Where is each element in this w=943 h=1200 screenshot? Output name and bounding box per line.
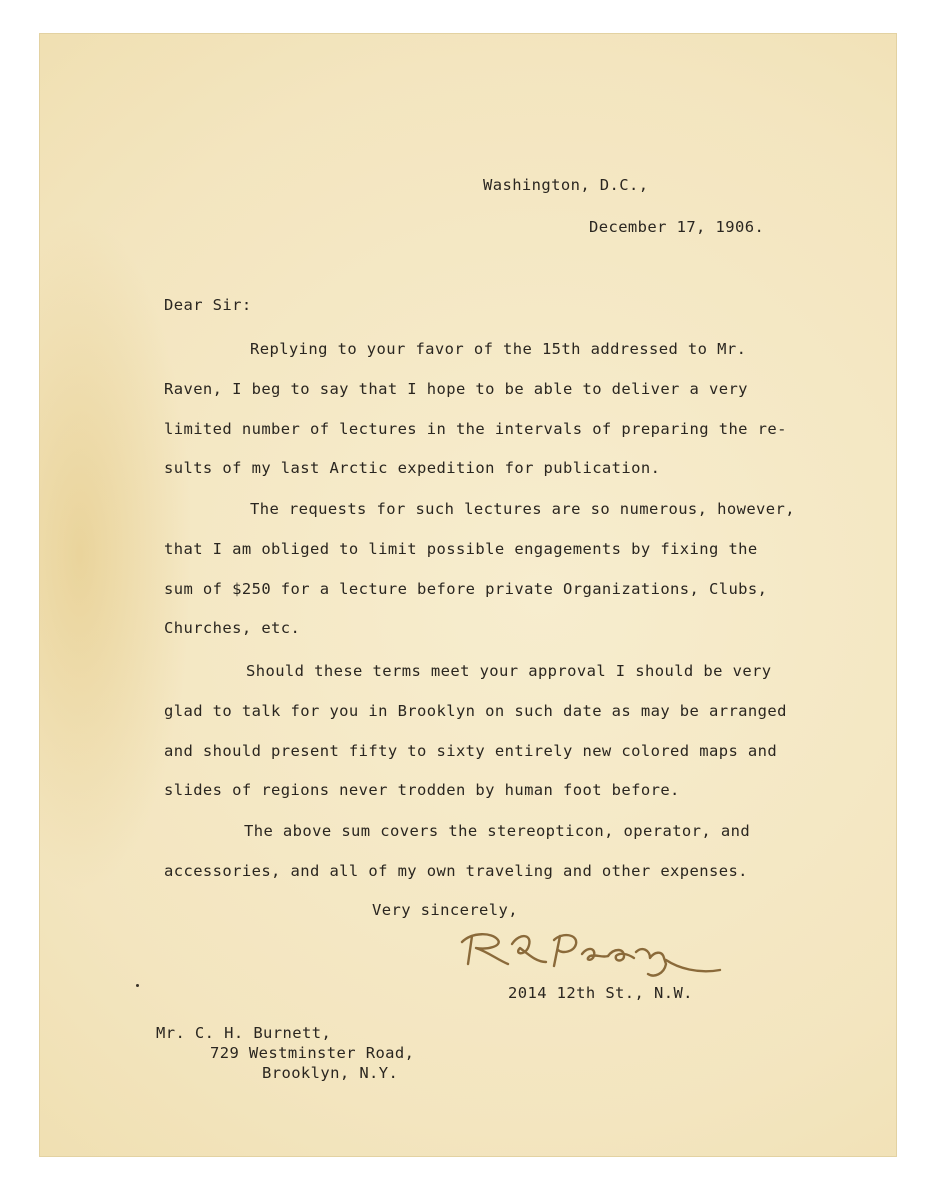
letter-page [40,34,896,1156]
paragraph-1-line-4: sults of my last Arctic expedition for publication. [164,459,661,477]
letter-closing: Very sincerely, [372,901,518,919]
letter-salutation: Dear Sir: [164,296,252,314]
paragraph-2-line-1: The requests for such lectures are so numerous, however, [250,500,795,518]
letter-date: December 17, 1906. [589,218,765,236]
recipient-name: Mr. C. H. Burnett, [156,1024,332,1042]
paragraph-3-line-4: slides of regions never trodden by human foot before. [164,781,680,799]
paragraph-1-line-1: Replying to your favor of the 15th addressed to Mr. [250,340,747,358]
paragraph-2-line-4: Churches, etc. [164,619,301,637]
paragraph-3-line-1: Should these terms meet your approval I should be very [246,662,772,680]
paragraph-1-line-2: Raven, I beg to say that I hope to be able to deliver a very [164,380,748,398]
paragraph-4-line-1: The above sum covers the stereopticon, operator, and [244,822,751,840]
paragraph-3-line-3: and should present fifty to sixty entirely new colored maps and [164,742,778,760]
paragraph-2-line-3: sum of $250 for a lecture before private Organizations, Clubs, [164,580,768,598]
letter-place: Washington, D.C., [483,176,649,194]
recipient-city: Brooklyn, N.Y. [262,1064,399,1082]
ink-dot [136,984,139,987]
paragraph-4-line-2: accessories, and all of my own traveling and other expenses. [164,862,748,880]
paragraph-3-line-2: glad to talk for you in Brooklyn on such date as may be arranged [164,702,787,720]
paragraph-2-line-2: that I am obliged to limit possible engagements by fixing the [164,540,758,558]
sender-address: 2014 12th St., N.W. [508,984,693,1002]
recipient-street: 729 Westminster Road, [210,1044,415,1062]
paragraph-1-line-3: limited number of lectures in the intervals of preparing the re- [164,420,787,438]
signature-image [458,924,728,984]
